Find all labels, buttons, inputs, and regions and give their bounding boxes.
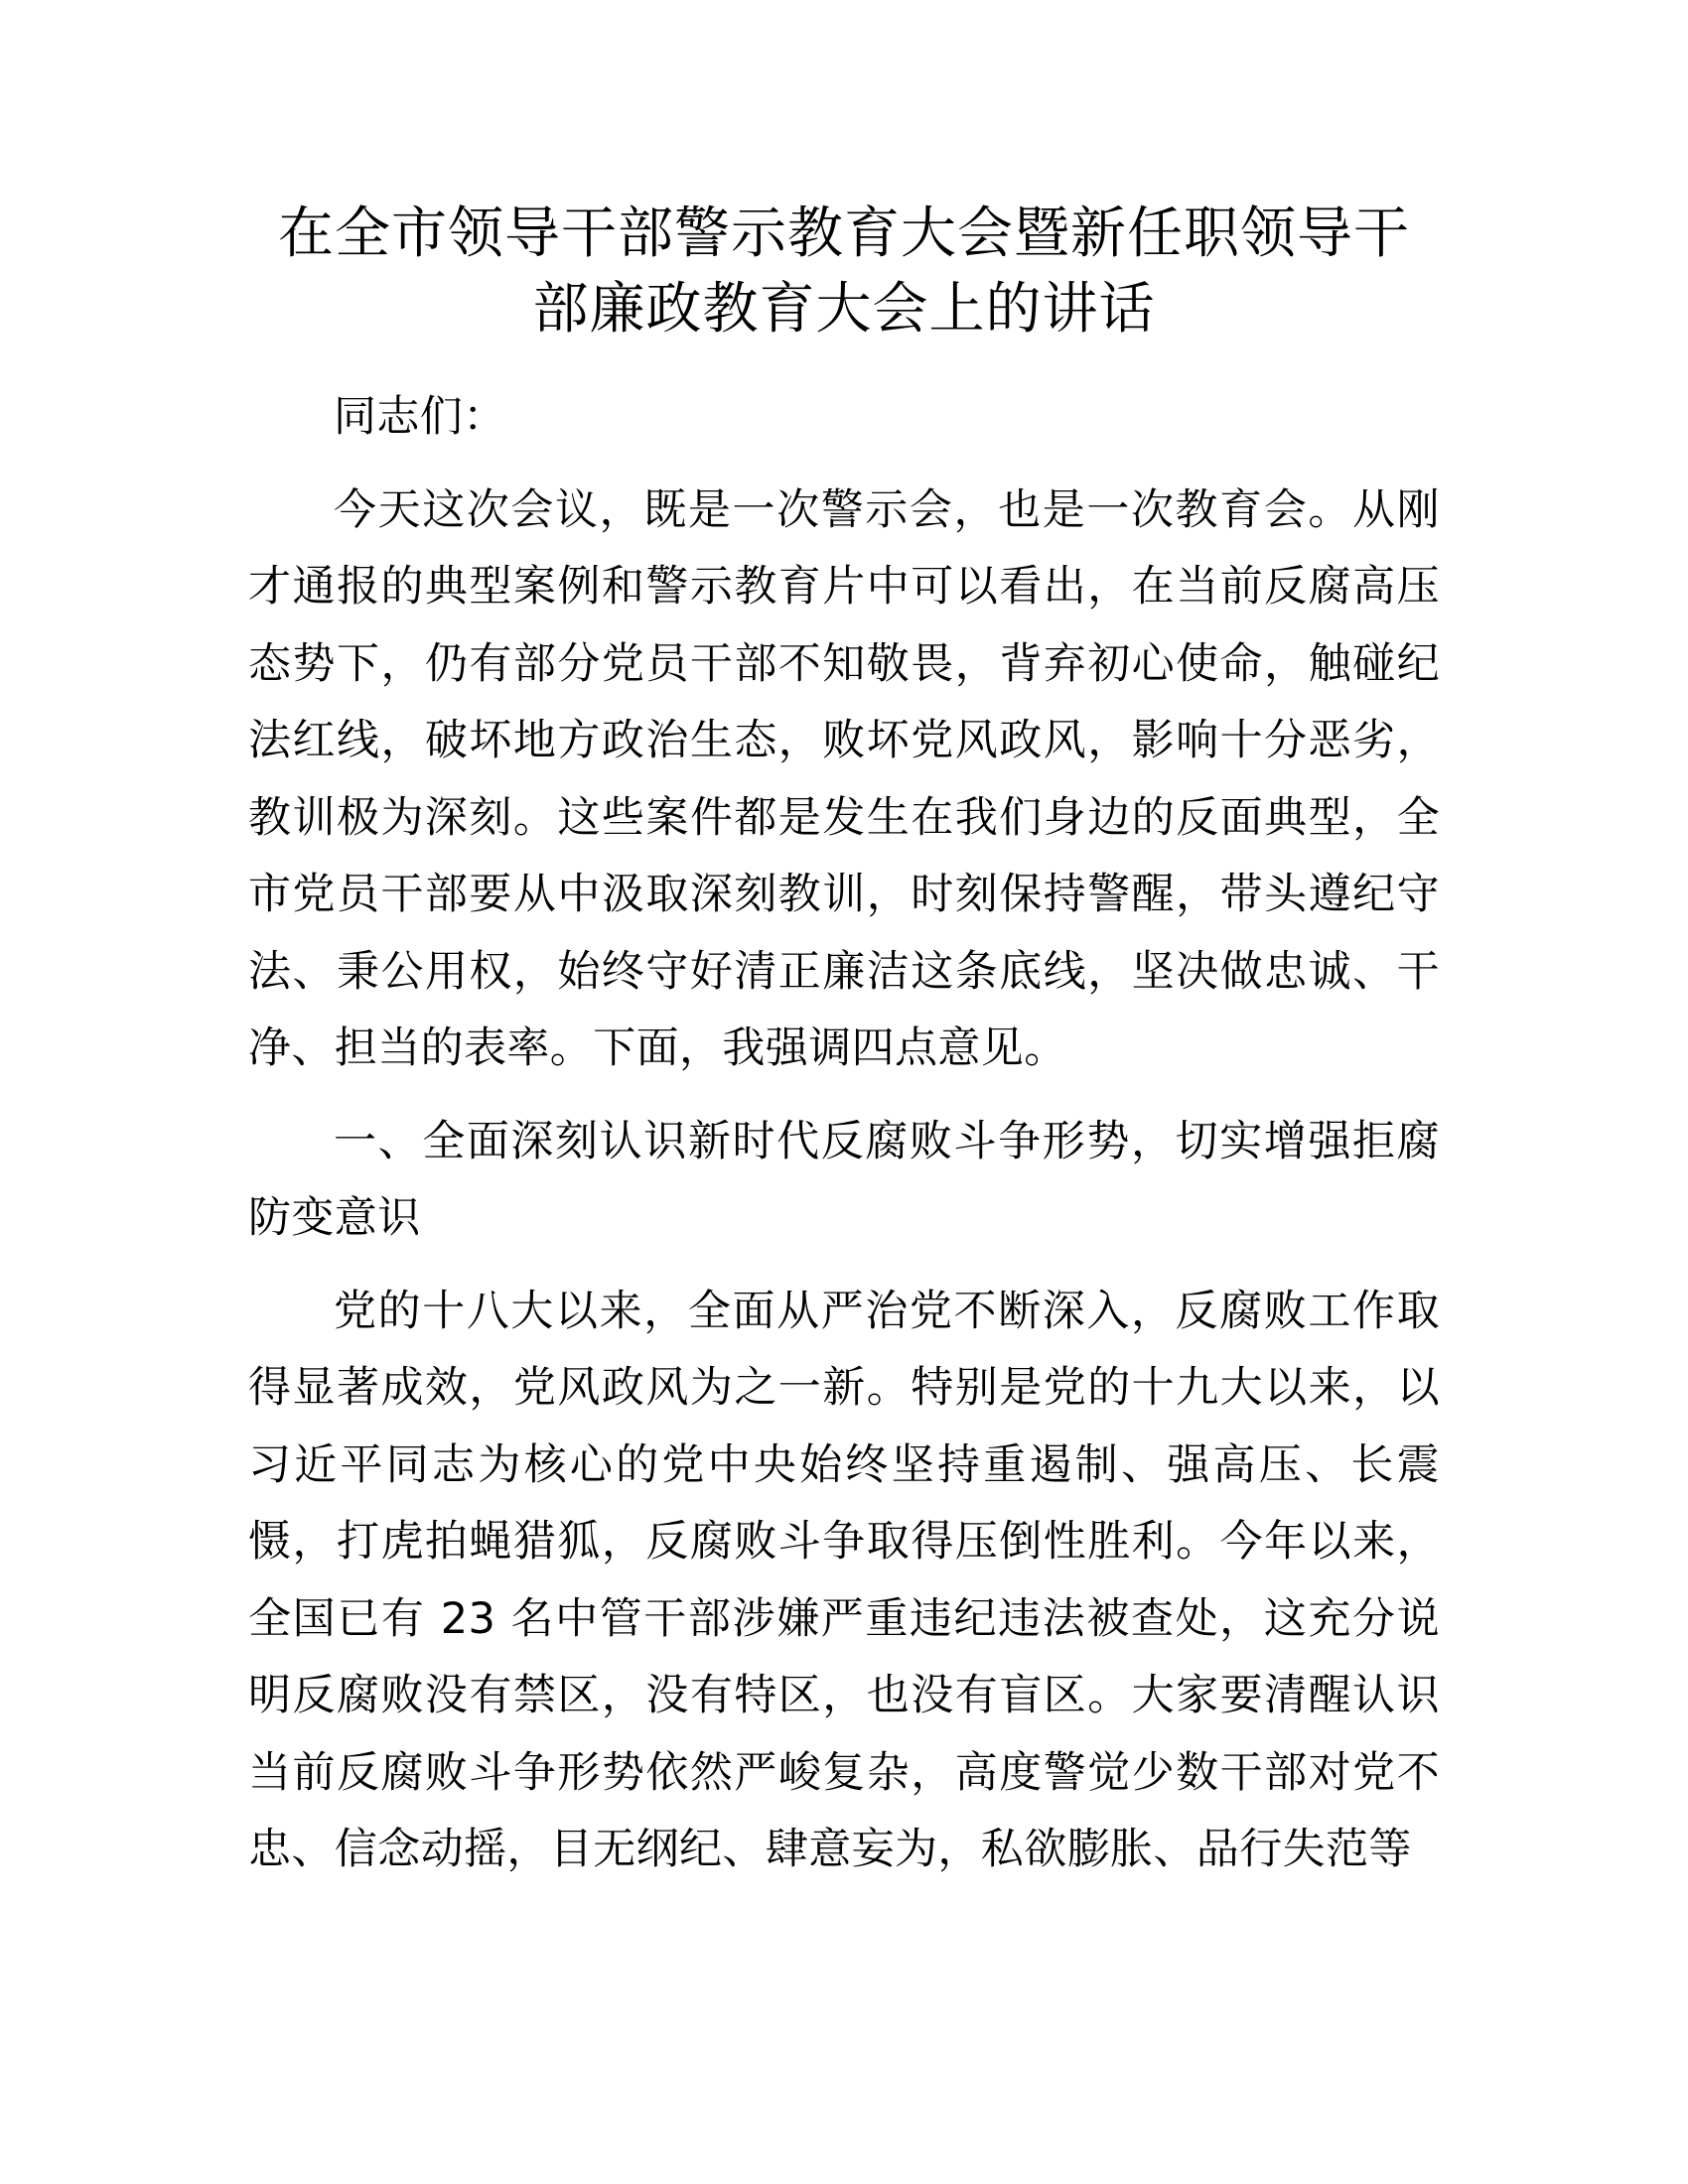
paragraph-section-1: 党的十八大以来，全面从严治党不断深入，反腐败工作取得显著成效，党风政风为之一新。特别是党的十九大以来，以习近平同志为核心的党中央始终坚持重遏制、强高压、长震慑，打虎拍蝇猎狐，反腐败斗争取得压倒性胜利。今年以来，全国已有 23 名中管干部涉嫌严重违纪违法被查处，这充分说明反腐败没有禁区，没有特区，也没有盲区。大家要清醒认识当前反腐败斗争形势依然严峻复杂，高度警觉少数干部对党不忠、信念动摇，目无纲纪、肆意妄为，私欲膨胀、品行失范等: [248, 1286, 1440, 1874]
document-title: [238, 197, 1450, 347]
paragraph-opening: 今天这次会议，既是一次警示会，也是一次教育会。从刚才通报的典型案例和警示教育片中可以看出，在当前反腐高压态势下，仍有部分党员干部不知敬畏，背弃初心使命，触碰纪法红线，破坏地方政治生态，败坏党风政风，影响十分恶劣，教训极为深刻。这些案件都是发生在我们身边的反面典型，全市党员干部要从中汲取深刻教训，时刻保持警醒，带头遵纪守法、秉公用权，始终守好清正廉洁这条底线，坚决做忠诚、干净、担当的表率。下面，我强调四点意见。: [248, 484, 1440, 1073]
title-line-1: 在全市领导干部警示教育大会暨新任职领导干: [278, 202, 1410, 266]
document-body: [248, 379, 1440, 1905]
salutation: 同志们：: [334, 392, 506, 442]
title-line-2: 部廉政教育大会上的讲话: [532, 277, 1156, 341]
section-heading-1: 一、全面深刻认识新时代反腐败斗争形势，切实增强拒腐防变意识: [248, 1116, 1440, 1243]
